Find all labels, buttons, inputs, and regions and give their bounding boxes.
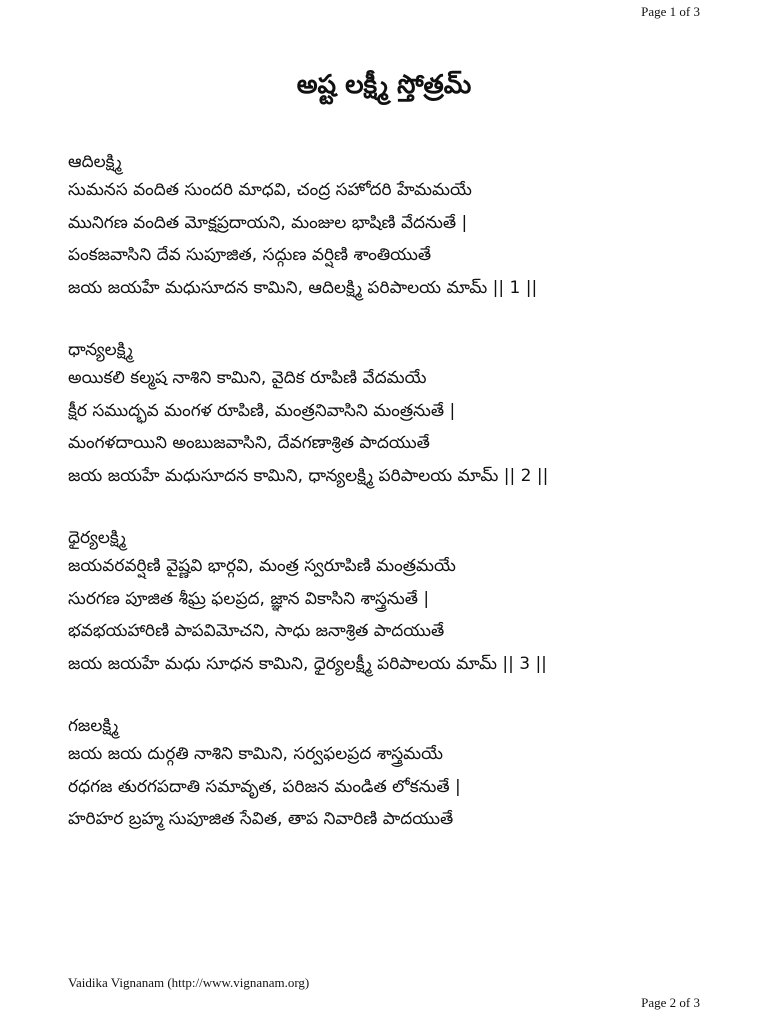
footer-source: Vaidika Vignanam (http://www.vignanam.org) xyxy=(68,975,310,990)
verse-line: జయ జయహే మధుసూదన కామిని, ధాన్యలక్ష్మి పరిపాలయ మామ్ || 2 || xyxy=(68,465,549,486)
verse-line: జయ జయహే మధుసూదన కామిని, ఆదిలక్ష్మి పరిపాలయ మామ్ || 1 || xyxy=(68,277,538,298)
verse-line: జయ జయహే మధు సూధన కామిని, ధైర్యలక్ష్మీ పరిపాలయ మామ్ || 3 || xyxy=(68,653,547,674)
verse-line: క్షీర సముద్భవ మంగళ రూపిణి, మంత్రనివాసిని మంత్రనుతే | xyxy=(68,400,456,421)
verse-line: మునిగణ వందిత మోక్షప్రదాయని, మంజుల భాషిణి వేదనుతే | xyxy=(68,212,468,233)
verse-line: మంగళదాయిని అంబుజవాసిని, దేవగణాశ్రిత పాదయుతే xyxy=(68,433,430,453)
section-heading: ధాన్యలక్ష్మి xyxy=(68,340,133,360)
verse-line: జయవరవర్షిణి వైష్ణవి భార్గవి, మంత్ర స్వరూపిణి మంత్రమయే xyxy=(68,556,456,576)
section-heading: ఆదిలక్ష్మి xyxy=(68,152,122,172)
page-number-top: Page 1 of 3 xyxy=(641,4,700,19)
verse-line: అయికలి కల్మష నాశిని కామిని, వైదిక రూపిణి వేదమయే xyxy=(68,368,427,388)
verse-line: జయ జయ దుర్గతి నాశిని కామిని, సర్వఫలప్రద శాస్త్రమయే xyxy=(68,744,444,764)
verse-line: హరిహర బ్రహ్మ సుపూజిత సేవిత, తాప నివారిణి పాదయుతే xyxy=(68,809,454,829)
verse-line: సుమనస వందిత సుందరి మాధవి, చంద్ర సహోదరి హేమమయే xyxy=(68,180,472,200)
section-heading: గజలక్ష్మి xyxy=(68,716,119,736)
section-dhairyalakshmi xyxy=(68,526,708,680)
section-heading: ధైర్యలక్ష్మి xyxy=(68,528,126,548)
section-adilakshmi xyxy=(68,150,708,304)
document-body xyxy=(68,150,708,870)
document-title: అష్ట లక్ష్మీ స్తోత్రమ్ xyxy=(296,70,472,100)
section-gajalakshmi xyxy=(68,714,708,836)
verse-line: రధగజ తురగపదాతి సమావృత, పరిజన మండిత లోకనుతే | xyxy=(68,776,461,797)
verse-line: భవభయహారిణి పాపవిమోచని, సాధు జనాశ్రిత పాదయుతే xyxy=(68,621,445,641)
verse-line: సురగణ పూజిత శీఘ్ర ఫలప్రద, జ్ఞాన వికాసిని శాస్త్రనుతే | xyxy=(68,588,430,609)
verse-line: పంకజవాసిని దేవ సుపూజిత, సద్గుణ వర్షిణి శాంతియుతే xyxy=(68,245,432,265)
page-number-bottom: Page 2 of 3 xyxy=(641,995,700,1010)
section-dhanyalakshmi xyxy=(68,338,708,492)
